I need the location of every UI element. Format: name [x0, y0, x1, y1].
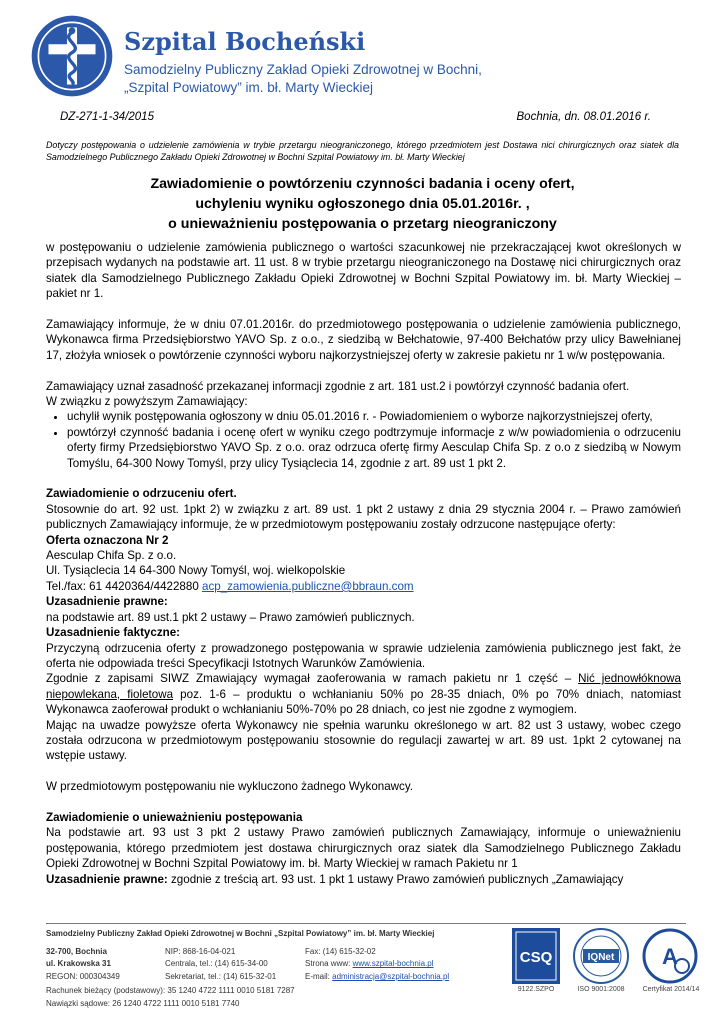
footer-secretariat: Sekretariat, tel.: (14) 615-32-01: [165, 971, 277, 981]
footer-account-main: Rachunek bieżący (podstawowy): 35 1240 4722 1111 0010 5181 7287: [46, 986, 295, 995]
hospital-subtitle-line1: Samodzielny Publiczny Zakład Opieki Zdrowotnej w Bochni,: [124, 62, 482, 77]
cancellation-legal-text: zgodnie z treścią art. 93 ust. 1 pkt 1 ustawy Prawo zamówień publicznych „Zamawiający: [167, 872, 624, 886]
document-title: [46, 174, 679, 234]
cancellation-legal-heading: Uzasadnienie prawne:: [46, 872, 168, 886]
factual-requirement-text: [46, 671, 681, 717]
footer-city: 32-700, Bochnia: [46, 947, 107, 956]
iqnet-cert: [573, 928, 629, 984]
footer-account-court: Nawiązki sądowe: 26 1240 4722 1111 0010 5181 7740: [46, 998, 240, 1008]
footer-nip: NIP: 868-16-04-021: [165, 947, 236, 956]
required-product: Nić jednowłóknowa niepowlekana, fioletowa: [46, 672, 681, 701]
offer-email-link[interactable]: acp_zamowienia.publiczne@bbraun.com: [202, 579, 414, 593]
hospital-name: Szpital Bocheński: [124, 27, 366, 56]
cancellation-heading: Zawiadomienie o unieważnieniu postępowania: [46, 810, 303, 824]
footer-org: Samodzielny Publiczny Zakład Opieki Zdrowotnej w Bochni „Szpital Powiatowy” im. bł. Marty Wieckiej: [46, 929, 435, 938]
footer-www: [305, 958, 449, 970]
footer-accounts: [46, 985, 295, 1011]
offer-contact: [46, 579, 681, 594]
cancellation-legal: [46, 872, 681, 887]
list-item: • powtórzył czynność badania i ocenę ofert w wyniku czego podtrzymuje informacje z w/w powiadomienia o odrzuceniu oferty firmy Przedsiębiorstwo YAVO Sp. z o.o. oraz odrzuca ofertę firmy Aesculap Chifa Sp. z o.o z siedzibą w Nowym Tomyślu, 64-300 Nowy Tomyśl, przy ulicy Tysiąclecia 14, zgodnie z art. 89 ust 1 pkt 2.: [67, 425, 681, 471]
iqnet-logo-text: IQNet: [587, 952, 615, 963]
csq-logo-icon: [512, 928, 560, 984]
document-body: [46, 240, 681, 887]
list-item: • uchylił wynik postępowania ogłoszony w dniu 05.01.2016 r. - Powiadomieniem o wyborze najkorzystniejszej oferty,: [67, 409, 681, 424]
svg-text:A: A: [662, 944, 678, 969]
cancellation-text: Na podstawie art. 93 ust 3 pkt 2 ustawy Prawo zamówień publicznych Zamawiający, informuje o unieważnieniu postępowania, którego przedmiotem jest dostawa chirurgicznych oraz siatek dla Samodzielnego Publicznego Zakładu Opieki Zdrowotnej w Bochni Szpital Powiatowy im. bł. Marty Wieckiej w ramach Pakietu nr 1: [46, 826, 681, 871]
footer-address: [46, 946, 120, 983]
footer-street: ul. Krakowska 31: [46, 959, 111, 969]
legal-basis-heading: Uzasadnienie prawne:: [46, 595, 168, 609]
footer-divider: [46, 923, 686, 924]
rejection-text: Stosownie do art. 92 ust. 1pkt 2) w związku z art. 89 ust. 1 pkt 2 ustawy z dnia 29 stycznia 2004 r. – Prawo zamówień publicznych Zamawiający informuje, że w przedmiotowym postępowaniu zostały odrzucone następujące oferty:: [46, 502, 681, 532]
footer-phones: [165, 946, 276, 983]
decision-paragraph: Zamawiający uznał zasadność przekazanej informacji zgodnie z art. 181 ust.2 i powtórzył czynność badania ofert.: [46, 379, 630, 393]
offer-company: Aesculap Chifa Sp. z o.o.: [46, 549, 177, 563]
decision-lead: W związku z powyższym Zamawiający:: [46, 395, 248, 409]
iqnet-logo-icon: [573, 928, 629, 984]
offer-heading: Oferta oznaczona Nr 2: [46, 533, 169, 547]
legal-basis-text: na podstawie art. 89 ust.1 pkt 2 ustawy – Prawo zamówień publicznych.: [46, 610, 415, 624]
no-exclusion-text: W przedmiotowym postępowaniu nie wykluczono żadnego Wykonawcy.: [46, 780, 413, 794]
offer-phone: Tel./fax: 61 4420364/4422880: [46, 579, 202, 593]
rejection-heading: Zawiadomienie o odrzuceniu ofert.: [46, 487, 237, 501]
csq-cert-label: 9122.SZPO: [517, 986, 555, 993]
decision-list: [46, 409, 681, 471]
csq-cert: [512, 928, 560, 984]
csq-logo-text: CSQ: [519, 949, 553, 966]
accreditation-logo-icon: [642, 928, 698, 984]
iqnet-cert-label: ISO 9001:2008: [577, 986, 625, 993]
website-link[interactable]: www.szpital-bochnia.pl: [352, 959, 434, 969]
title-line1: Zawiadomienie o powtórzeniu czynności badania i oceny ofert,: [150, 176, 575, 192]
footer-switchboard: Centrala, tel.: (14) 615-34-00: [165, 959, 268, 969]
info-paragraph: Zamawiający informuje, że w dniu 07.01.2016r. do przedmiotowego postępowania o udzielenie zamówienia publicznego, Wykonawca firma Przedsiębiorstwo YAVO Sp. z o.o., z siedzibą w Bełchatowie, 97-400 Bełchatów przy ulicy Bawełnianej 17, złożyła wniosek o powtórzenie czynności wyboru najkorzystniejszej oferty w zakresie pakietu nr 1 w/w postępowania.: [46, 318, 681, 362]
factual-basis-text: Przyczyną odrzucenia oferty z prowadzonego postępowania w sprawie udzielenia zamówienia publicznego jest fakt, że oferta nie odpowiada treści Specyfikacji Istotnych Warunków Zamówienia.: [46, 641, 681, 670]
accreditation-cert-label: Certyfikat 2014/14: [642, 986, 700, 993]
factual-conclusion-text: Mając na uwadze powyższe oferta Wykonawcy nie spełnia warunku określonego w art. 82 ust 3 ustawy, wobec czego została odrzucona w przedmiotowym postępowaniu stosownie do regulacji zawartej w art. 89 ust. 1pkt 2 cytowanej na wstępie ustawy.: [46, 718, 681, 763]
reference-number: DZ-271-1-34/2015: [60, 111, 154, 123]
footer-fax: Fax: (14) 615-32-02: [305, 947, 376, 956]
document-date: Bochnia, dn. 08.01.2016 r.: [516, 111, 651, 123]
footer-contact: [305, 946, 449, 983]
footer-email: [305, 971, 449, 983]
factual-requirement-start: Zgodnie z zapisami SIWZ Zmawiający wymagał zaoferowania w ramach pakietu nr 1 część –: [46, 672, 579, 686]
footer-www-label: Strona www:: [305, 959, 353, 969]
intro-paragraph: w postępowaniu o udzielenie zamówienia publicznego o wartości szacunkowej nie przekraczającej kwot określonych w przepisach wydanych na podstawie art. 11 ust. 8 w trybie przetargu nieograniczonego na Dostawę nici chirurgicznych oraz siatek dla Samodzielnego Publicznego Zakładu Opieki Zdrowotnej w Bochni Szpital Powiatowy im. bł. Marty Wieckiej – pakiet nr 1.: [46, 241, 681, 301]
footer-regon: REGON: 000304349: [46, 971, 120, 981]
footer-email-label: E-mail:: [305, 971, 333, 981]
factual-basis-heading: Uzasadnienie faktyczne:: [46, 626, 181, 640]
hospital-subtitle-line2: „Szpital Powiatowy” im. bł. Marty Wieckiej: [124, 80, 374, 95]
subject-line: Dotyczy postępowania o udzielenie zamówienia w trybie przetargu nieograniczonego, którego przedmiotem jest Dostawa nici chirurgicznych oraz siatek dla Samodzielnego Publicznego Zakładu Opieki Zdrowotnej w Bochni Szpital Powiatowy im. bł. Marty Wieckiej: [46, 140, 679, 162]
email-link[interactable]: administracja@szpital-bochnia.pl: [332, 971, 450, 981]
accreditation-cert: [642, 928, 698, 984]
factual-requirement-end: poz. 1-6 – produktu o wchłanianiu 50% po 28-35 dniach, 0% po 70% dniach, natomiast Wykonawca zaoferował produkt o wchłanianiu 50%-70% po 28 dniach, co jest nie zgodne z wymogiem.: [46, 687, 682, 717]
offer-address: Ul. Tysiąclecia 14 64-300 Nowy Tomyśl, woj. wielkopolskie: [46, 564, 346, 578]
title-line2: uchyleniu wyniku ogłoszonego dnia 05.01.2016r. ,: [195, 196, 530, 212]
hospital-logo-icon: [30, 14, 114, 98]
title-line3: o unieważnieniu postępowania o przetarg nieograniczony: [168, 216, 557, 232]
